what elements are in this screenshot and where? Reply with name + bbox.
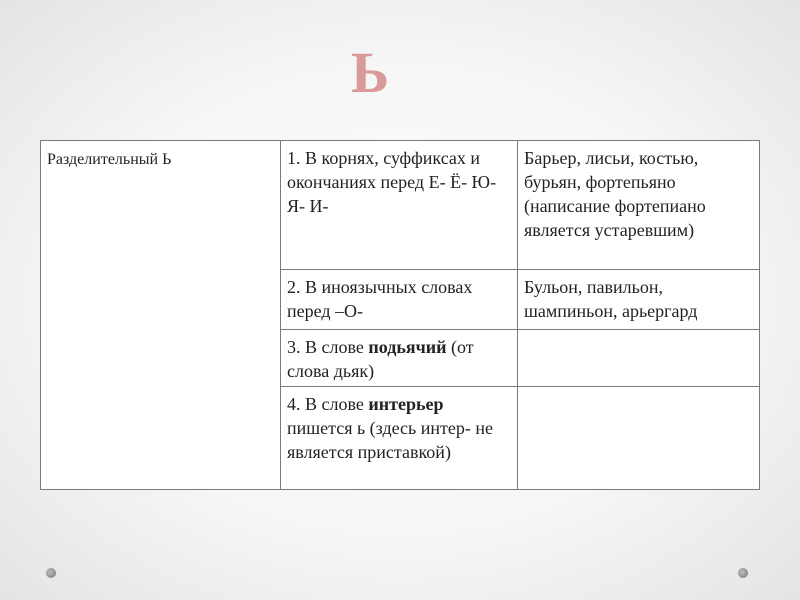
rule-cell [281,270,518,330]
category-cell [41,141,281,490]
table-row [41,141,760,270]
bullet-dot-icon [738,568,748,578]
rule-keyword: интерьер [368,394,444,414]
rule-text: 2. В иноязычных словах перед –О- [287,277,473,321]
examples-text: Барьер, лисьи, костью, бурьян, фортепьяно (написание фортепиано является устаревшим) [524,148,706,240]
examples-text: Бульон, павильон, шампиньон, арьергард [524,277,698,321]
rule-keyword: подьячий [368,337,447,357]
rules-table [40,140,760,490]
examples-cell [518,270,760,330]
category-label: Разделительный Ь [47,151,172,168]
rule-suffix: пишется ь (здесь интер- не является приставкой) [287,418,493,462]
rule-prefix: 3. В слове [287,337,369,357]
examples-cell [518,387,760,490]
rule-cell [281,141,518,270]
examples-cell [518,141,760,270]
rule-cell [281,387,518,490]
slide-title: Ь [350,40,390,105]
rule-suffix: (от слова дьяк) [287,337,474,381]
rule-text: 1. В корнях, суффиксах и окончаниях перед Е- Ё- Ю- Я- И- [287,148,497,216]
rule-prefix: 4. В слове [287,394,369,414]
examples-cell [518,330,760,387]
bullet-dot-icon [46,568,56,578]
rule-cell [281,330,518,387]
